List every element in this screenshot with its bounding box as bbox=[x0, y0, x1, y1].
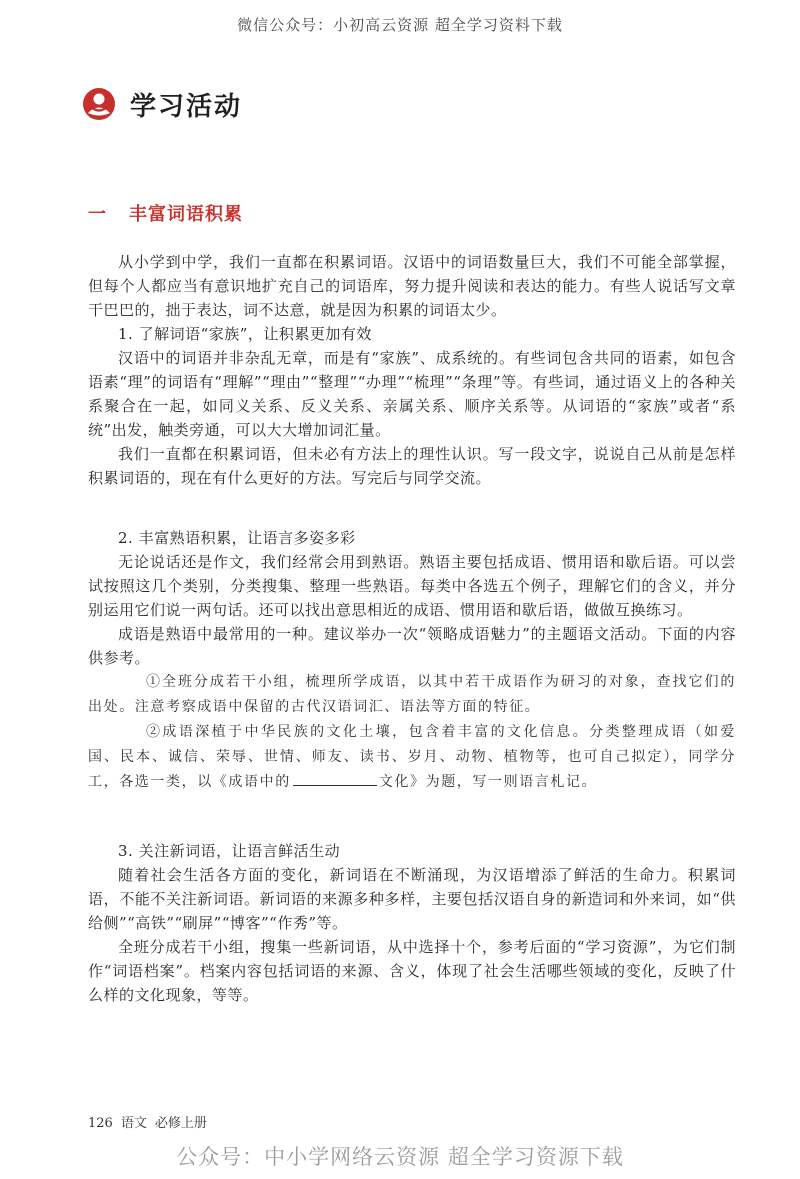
part1-heading: 1. 了解词语“家族”，让积累更加有效 bbox=[118, 325, 372, 343]
part1-paragraph-1: 汉语中的词语并非杂乱无章，而是有“家族”、成系统的。有些词包含共同的语素，如包含语素“理”的词语有“理解”“理由”“整理”“办理”“梳理”“条理”等。有些词，通过语义上的各种关系聚合在一起，如同义关系、反义关系、亲属关系、顺序关系等。从词语的“家族”或者“系统”出发，触类旁通，可以大大增加词汇量。 bbox=[88, 349, 736, 439]
intro-paragraph: 从小学到中学，我们一直都在积累词语。汉语中的词语数量巨大，我们不可能全部掌握，但每个人都应当有意识地扩充自己的词语库，努力提升阅读和表达的能力。有些人说话写文章干巴巴的，拙于表达，词不达意，就是因为积累的词语太少。 bbox=[88, 253, 736, 319]
part2-note-2 bbox=[88, 720, 736, 795]
part2-paragraph-2: 成语是熟语中最常用的一种。建议举办一次“领略成语魅力”的主题语文活动。下面的内容供参考。 bbox=[88, 625, 736, 667]
part2-note-1: ①全班分成若干小组，梳理所学成语，以其中若干成语作为研习的对象，查找它们的出处。注意考察成语中保留的古代汉语词汇、语法等方面的特征。 bbox=[88, 674, 736, 715]
main-content bbox=[88, 250, 736, 1007]
activity-header bbox=[82, 84, 242, 124]
section-heading bbox=[88, 200, 243, 226]
header-title: 学习活动 bbox=[130, 91, 243, 122]
page-footer bbox=[88, 1112, 215, 1131]
part2-paragraph-1: 无论说话还是作文，我们经常会用到熟语。熟语主要包括成语、惯用语和歇后语。可以尝试按照这几个类别，分类搜集、整理一些熟语。每类中各选五个例子，理解它们的含义，并分别运用它们说一两句话。还可以找出意思相近的成语、惯用语和歇后语，做做互换练习。 bbox=[88, 553, 736, 619]
fill-in-blank bbox=[293, 771, 377, 786]
bottom-watermark: 公众号：中小学网络云资源 超全学习资源下载 bbox=[176, 1145, 624, 1169]
footer-volume: 必修上册 bbox=[154, 1116, 207, 1131]
part2-heading: 2. 丰富熟语积累，让语言多姿多彩 bbox=[118, 529, 356, 547]
top-watermark: 微信公众号：小初高云资源 超全学习资料下载 bbox=[237, 16, 563, 34]
part2-note-2-start: ②成语深植于中华民族的文化土壤，包含着丰富的文化信息。分类整理成语（如爱国、民本、诚信、荣辱、世情、师友、读书、岁月、动物、植物等，也可自己拟定），同学分工，各选一类，以《成语中的 bbox=[88, 724, 736, 790]
footer-subject: 语文 bbox=[120, 1116, 147, 1131]
part3-paragraph-2: 全班分成若干小组，搜集一些新词语，从中选择十个，参考后面的“学习资源”，为它们制作“词语档案”。档案内容包括词语的来源、含义，体现了社会生活哪些领域的变化，反映了什么样的文化现象，等等。 bbox=[88, 938, 736, 1004]
page-number: 126 bbox=[88, 1116, 113, 1131]
part3-paragraph-1: 随着社会生活各方面的变化，新词语在不断涌现，为汉语增添了鲜活的生命力。积累词语，不能不关注新词语。新词语的来源多种多样，主要包括汉语自身的新造词和外来词，如“供给侧”“高铁”“刷屏”“博客”“作秀”等。 bbox=[88, 866, 736, 932]
section-title: 丰富词语积累 bbox=[129, 204, 243, 225]
section-number: 一 bbox=[88, 204, 107, 225]
part2-note-2-end: 文化》为题，写一则语言札记。 bbox=[378, 774, 598, 790]
part1-paragraph-2: 我们一直都在积累词语，但未必有方法上的理性认识。写一段文字，说说自己从前是怎样积累词语的，现在有什么更好的方法。写完后与同学交流。 bbox=[88, 445, 736, 487]
part3-heading: 3. 关注新词语，让语言鲜活生动 bbox=[118, 842, 341, 860]
student-group-icon bbox=[82, 87, 116, 121]
